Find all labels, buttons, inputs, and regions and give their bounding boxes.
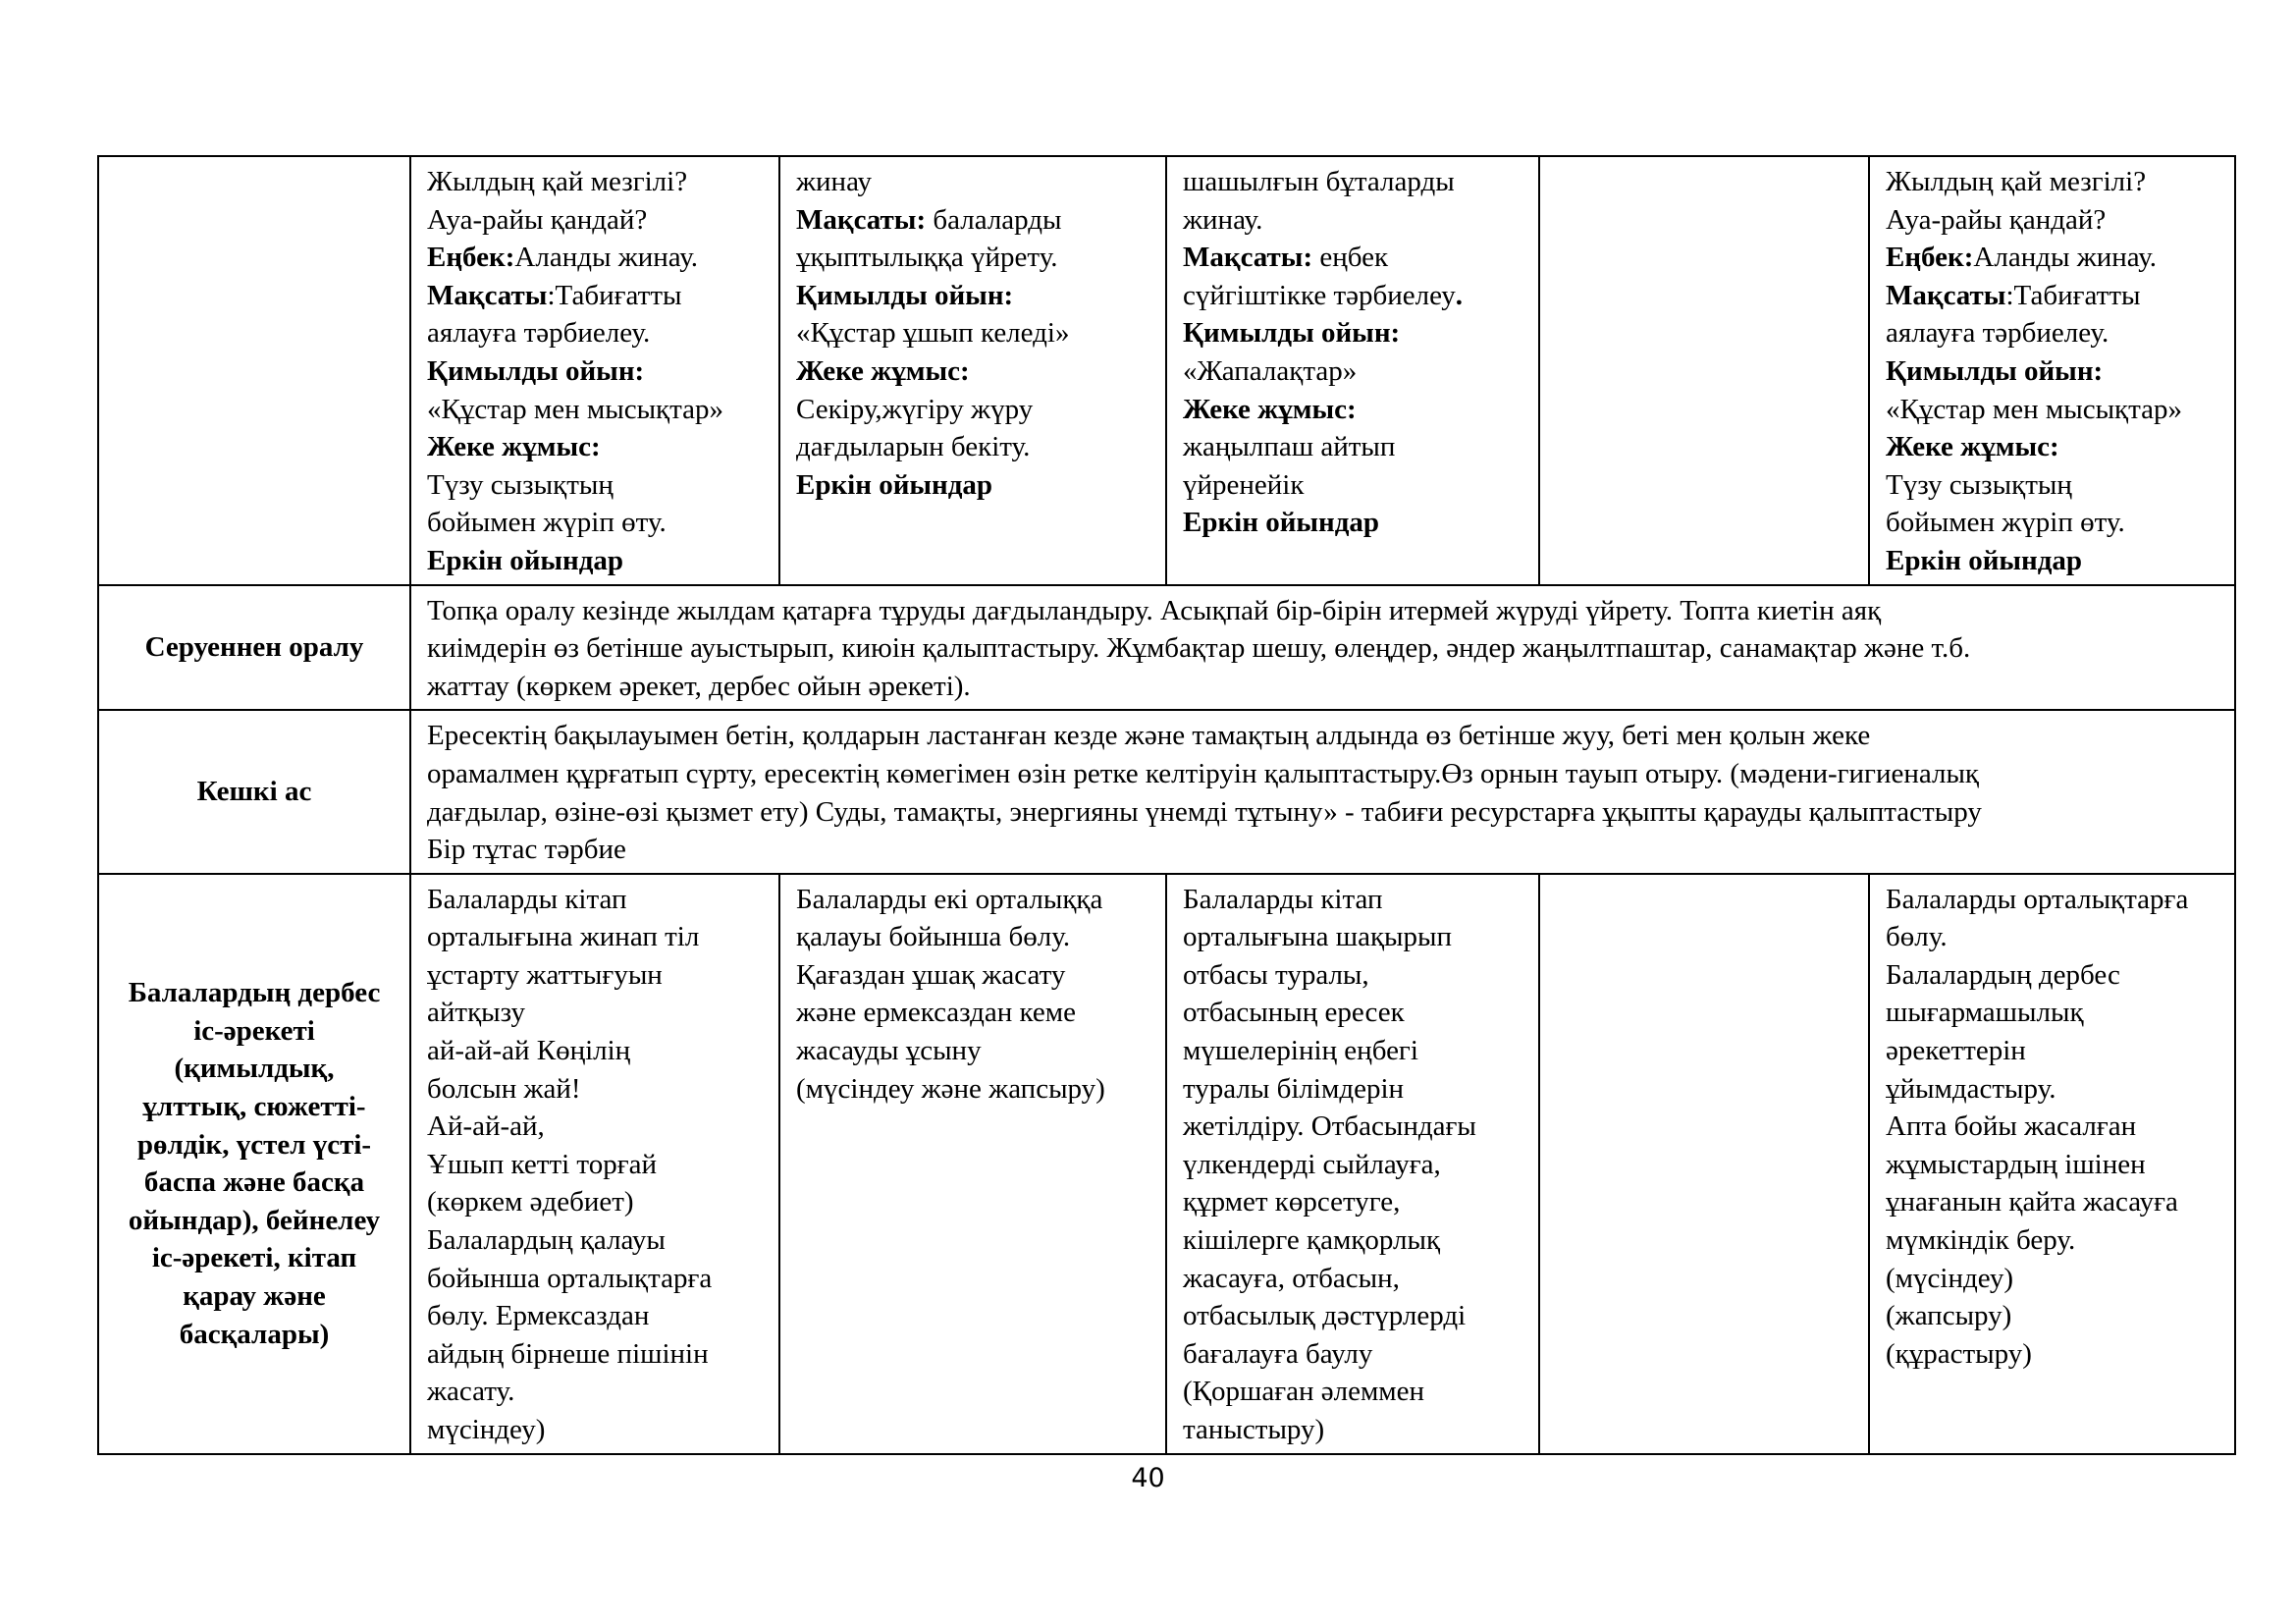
day-cell [410, 874, 779, 1454]
text: жинау. [1183, 203, 1263, 236]
text: «Құстар мен мысықтар» [1886, 393, 2183, 425]
cell-line [1183, 1146, 1530, 1184]
bold-text: Жеке жұмыс: [796, 354, 970, 387]
text: Балаларды орталықтарға [1886, 883, 2189, 915]
cell-line [1886, 504, 2226, 542]
header-line: ұлттық, сюжетті- [142, 1090, 366, 1122]
cell-line [427, 1411, 771, 1449]
header-line: басқалары) [179, 1318, 330, 1350]
cell-line [1183, 1335, 1530, 1374]
header-line: рөлдік, үстел үсті- [136, 1128, 372, 1161]
cell-line [1183, 881, 1530, 919]
text: мүшелерінің еңбегі [1183, 1035, 1418, 1067]
cell-line [796, 352, 1157, 391]
text: жасауды ұсыну [796, 1035, 982, 1067]
row-header: Кешкі ас [98, 710, 410, 873]
text: ұйымдастыру. [1886, 1072, 2056, 1105]
cell-line [796, 239, 1157, 277]
day-cell [410, 156, 779, 585]
cell-line [1886, 881, 2226, 919]
cell-line [427, 994, 771, 1032]
text: Ұшып кетті торғай [427, 1148, 657, 1180]
text: Ауа-райы қандай? [1886, 203, 2107, 236]
cell-line [427, 1108, 771, 1146]
text: Апта бойы жасалған [1886, 1110, 2137, 1143]
row-span-cell [410, 585, 2235, 711]
header-line: Балалардың дербес [128, 977, 381, 1009]
text: аялауға тәрбиелеу. [1886, 317, 2109, 350]
text: жаңылпаш айтып [1183, 431, 1396, 463]
cell-line [1183, 1032, 1530, 1070]
text: мүмкіндік беру. [1886, 1224, 2076, 1257]
cell-line [1183, 466, 1530, 505]
text: Балалардың қалауы [427, 1224, 666, 1257]
cell-line [1886, 239, 2226, 277]
cell-line [796, 201, 1157, 240]
text: орталығына шақырып [1183, 921, 1453, 953]
text: еңбек [1312, 242, 1389, 274]
cell-line [1183, 1070, 1530, 1109]
text: «Құстар мен мысықтар» [427, 393, 724, 425]
day-cell [1869, 874, 2235, 1454]
text: кішілерге қамқорлық [1183, 1224, 1441, 1257]
cell-line [1886, 1032, 2226, 1070]
cell-line [796, 163, 1157, 201]
text: :Табиғатты [547, 279, 682, 311]
span-line: Бір тұтас тәрбие [427, 834, 626, 866]
cell-line [796, 277, 1157, 315]
text: аялауға тәрбиелеу. [427, 317, 651, 350]
cell-line [1886, 1183, 2226, 1221]
bold-text: Қимылды ойын: [427, 354, 645, 387]
bold-text: Қимылды ойын: [796, 279, 1014, 311]
bold-text: Мақсаты [427, 279, 548, 311]
text: шығармашылық [1886, 997, 2084, 1029]
cell-line [427, 466, 771, 505]
text: Жылдың қай мезгілі? [427, 166, 688, 197]
cell-line [796, 918, 1157, 956]
cell-line [1183, 504, 1530, 542]
bold-text: Жеке жұмыс: [427, 431, 601, 463]
text: жетілдіру. Отбасындағы [1183, 1110, 1476, 1143]
cell-line [1183, 1108, 1530, 1146]
cell-line [796, 428, 1157, 466]
bold-text: Жеке жұмыс: [1886, 431, 2059, 463]
cell-line [427, 918, 771, 956]
text: Балаларды екі орталыққа [796, 883, 1103, 915]
day-cell [779, 874, 1166, 1454]
cell-line [796, 391, 1157, 429]
cell-line [1183, 1373, 1530, 1411]
text: бойымен жүріп өту. [427, 507, 667, 539]
text: және ермексаздан кеме [796, 997, 1076, 1029]
text: бағалауға баулу [1183, 1337, 1373, 1370]
table-row-return-from-walk [98, 585, 2235, 711]
bold-text: Мақсаты: [796, 203, 927, 236]
text: туралы білімдерін [1183, 1072, 1405, 1105]
cell-line [1183, 1297, 1530, 1335]
cell-line [427, 504, 771, 542]
bold-text: Еркін ойындар [1183, 507, 1380, 539]
text: Балаларды кітап [1183, 883, 1383, 915]
text: Түзу сызықтың [427, 468, 614, 501]
cell-line [427, 352, 771, 391]
bold-text: Қимылды ойын: [1183, 317, 1401, 350]
cell-line [796, 881, 1157, 919]
cell-line [427, 1335, 771, 1374]
text: әрекеттерін [1886, 1035, 2026, 1067]
cell-line [1183, 1221, 1530, 1260]
text: бойынша орталықтарға [427, 1262, 713, 1294]
cell-line [1183, 1411, 1530, 1449]
cell-line [1183, 918, 1530, 956]
cell-line [427, 1221, 771, 1260]
header-line: қарау және [183, 1279, 326, 1312]
text: үлкендерді сыйлауға, [1183, 1148, 1441, 1180]
bold-text: Жеке жұмыс: [1183, 393, 1357, 425]
table-row-independent-activity [98, 874, 2235, 1454]
day-cell [1539, 874, 1869, 1454]
cell-line [1183, 239, 1530, 277]
cell-line [1183, 1260, 1530, 1298]
text: Жылдың қай мезгілі? [1886, 166, 2147, 197]
cell-line [427, 881, 771, 919]
text: жасауға, отбасын, [1183, 1262, 1400, 1294]
text: (мүсіндеу) [1886, 1262, 2014, 1294]
text: Қағаздан ұшақ жасату [796, 958, 1066, 991]
cell-line [1183, 163, 1530, 201]
bold-text: Мақсаты: [1183, 242, 1313, 274]
text: мүсіндеу) [427, 1414, 546, 1445]
day-cell [779, 156, 1166, 585]
text: ай-ай-ай Көңілің [427, 1035, 631, 1067]
cell-line [1886, 994, 2226, 1032]
cell-line [1183, 391, 1530, 429]
text: таныстыру) [1183, 1414, 1325, 1445]
text: ұнағанын қайта жасауға [1886, 1186, 2178, 1218]
cell-line [1183, 1183, 1530, 1221]
row-header [98, 156, 410, 585]
bold-text: Еркін ойындар [1886, 544, 2083, 576]
text: жасату. [427, 1376, 515, 1408]
text: айтқызу [427, 997, 525, 1029]
text: Балалардың дербес [1886, 958, 2120, 991]
text: Секіру,жүгіру жүру [796, 393, 1034, 425]
cell-line [796, 314, 1157, 352]
bold-text: . [1455, 279, 1464, 311]
cell-line [427, 1373, 771, 1411]
text: отбасының ересек [1183, 997, 1405, 1029]
cell-line [1886, 1146, 2226, 1184]
text: отбасылық дәстүрлерді [1183, 1300, 1467, 1332]
cell-line [1886, 956, 2226, 995]
text: :Табиғатты [2005, 279, 2141, 311]
bold-text: Еңбек: [1886, 242, 1974, 274]
cell-line [427, 201, 771, 240]
text: Түзу сызықтың [1886, 468, 2072, 501]
span-line: киімдерін өз бетінше ауыстырып, киюін қалыптастыру. Жұмбақтар шешу, өлеңдер, әндер жаңылтпаштар, санамақтар және т.б. [427, 632, 1971, 665]
text: Ай-ай-ай, [427, 1110, 545, 1143]
bold-text: Қимылды ойын: [1886, 354, 2104, 387]
header-line: баспа және басқа [143, 1166, 365, 1199]
cell-line [427, 1183, 771, 1221]
span-line: орамалмен құрғатып сүрту, ересектің көмегімен өзін ретке келтіруін қалыптастыру.Өз орнын тауып отыру. (мәдени-гигиеналық [427, 757, 1980, 789]
text: (құрастыру) [1886, 1337, 2032, 1370]
text: (көркем әдебиет) [427, 1186, 634, 1218]
day-cell [1539, 156, 1869, 585]
span-line: дағдылар, өзіне-өзі қызмет ету) Суды, тамақты, энергияны үнемді тұтыну» - табиғи ресурстарға ұқыпты қарауды қалыптастыру [427, 795, 1982, 828]
cell-line [1183, 314, 1530, 352]
text: ұстарту жаттығуын [427, 958, 663, 991]
page-number: 40 [1131, 1463, 1165, 1493]
cell-line [1886, 391, 2226, 429]
bold-text: Мақсаты [1886, 279, 2006, 311]
text: қалауы бойынша бөлу. [796, 921, 1071, 953]
text: балаларды [926, 203, 1062, 236]
text: Балаларды кітап [427, 883, 627, 915]
cell-line [796, 1070, 1157, 1109]
cell-line [427, 239, 771, 277]
text: ұқыптылыққа үйрету. [796, 242, 1058, 274]
text: құрмет көрсетуге, [1183, 1186, 1401, 1218]
text: Ауа-райы қандай? [427, 203, 648, 236]
text: «Құстар ұшып келеді» [796, 317, 1070, 350]
bold-text: Еңбек: [427, 242, 515, 274]
text: отбасы туралы, [1183, 958, 1369, 991]
cell-line [1886, 1260, 2226, 1298]
text: орталығына жинап тіл [427, 921, 700, 953]
day-cell [1869, 156, 2235, 585]
cell-line [427, 956, 771, 995]
text: бөлу. [1886, 921, 1948, 953]
cell-line [796, 956, 1157, 995]
table-row-walk [98, 156, 2235, 585]
cell-line [1886, 466, 2226, 505]
cell-line [1183, 956, 1530, 995]
text: бөлу. Ермексаздан [427, 1300, 650, 1332]
cell-line [1886, 542, 2226, 580]
text: (мүсіндеу және жапсыру) [796, 1072, 1105, 1105]
text: Аланды жинау. [1973, 242, 2158, 274]
header-line: ойындар), бейнелеу [128, 1204, 381, 1236]
text: үйренейік [1183, 468, 1305, 501]
header-line: іс-әрекеті, кітап [151, 1242, 357, 1274]
span-line: Топқа оралу кезінде жылдам қатарға тұруды дағдыландыру. Асықпай бір-бірін итермей жүруді үйрету. Топта киетін аяқ [427, 594, 1882, 626]
cell-line [427, 428, 771, 466]
text: шашылғын бұталарды [1183, 166, 1455, 197]
cell-line [1886, 201, 2226, 240]
cell-line [1886, 428, 2226, 466]
cell-line [1886, 1221, 2226, 1260]
text: бойымен жүріп өту. [1886, 507, 2125, 539]
text: Аланды жинау. [514, 242, 699, 274]
cell-line [1886, 163, 2226, 201]
cell-line [1886, 314, 2226, 352]
row-header [98, 874, 410, 1454]
day-cell [1166, 874, 1539, 1454]
bold-text: Еркін ойындар [796, 468, 993, 501]
text: болсын жай! [427, 1072, 581, 1105]
cell-line [1183, 428, 1530, 466]
cell-line [1183, 277, 1530, 315]
header-line: (қимылдық, [174, 1053, 335, 1085]
cell-line [1886, 1070, 2226, 1109]
cell-line [1886, 1335, 2226, 1374]
cell-line [1886, 352, 2226, 391]
daily-plan-table [97, 155, 2236, 1455]
span-line: жаттау (көркем әрекет, дербес ойын әрекеті). [427, 670, 971, 702]
cell-line [427, 1070, 771, 1109]
cell-line [427, 1032, 771, 1070]
text: дағдыларын бекіту. [796, 431, 1031, 463]
cell-line [427, 1297, 771, 1335]
cell-line [427, 1260, 771, 1298]
span-line: Ересектің бақылауымен бетін, қолдарын ластанған кезде және тамақтың алдында өз бетінше жуу, беті мен қолын жеке [427, 720, 1871, 752]
text: сүйгіштікке тәрбиелеу [1183, 279, 1456, 311]
bold-text: Еркін ойындар [427, 544, 624, 576]
text: айдың бірнеше пішінін [427, 1337, 709, 1370]
cell-line [427, 542, 771, 580]
text: (Қоршаған әлеммен [1183, 1376, 1425, 1408]
text: жинау [796, 166, 872, 197]
text: (жапсыру) [1886, 1300, 2012, 1332]
text: «Жапалақтар» [1183, 354, 1358, 387]
cell-line [1886, 277, 2226, 315]
cell-line [1183, 994, 1530, 1032]
cell-line [427, 277, 771, 315]
cell-line [1886, 1108, 2226, 1146]
cell-line [796, 994, 1157, 1032]
cell-line [1886, 1297, 2226, 1335]
cell-line [427, 1146, 771, 1184]
row-span-cell [410, 710, 2235, 873]
cell-line [1183, 201, 1530, 240]
cell-line [1183, 352, 1530, 391]
text: жұмыстардың ішінен [1886, 1148, 2146, 1180]
cell-line [796, 1032, 1157, 1070]
row-header: Серуеннен оралу [98, 585, 410, 711]
cell-line [796, 466, 1157, 505]
cell-line [427, 314, 771, 352]
cell-line [427, 163, 771, 201]
cell-line [1886, 918, 2226, 956]
header-line: іс-әрекеті [193, 1014, 315, 1047]
day-cell [1166, 156, 1539, 585]
table-row-supper [98, 710, 2235, 873]
cell-line [427, 391, 771, 429]
